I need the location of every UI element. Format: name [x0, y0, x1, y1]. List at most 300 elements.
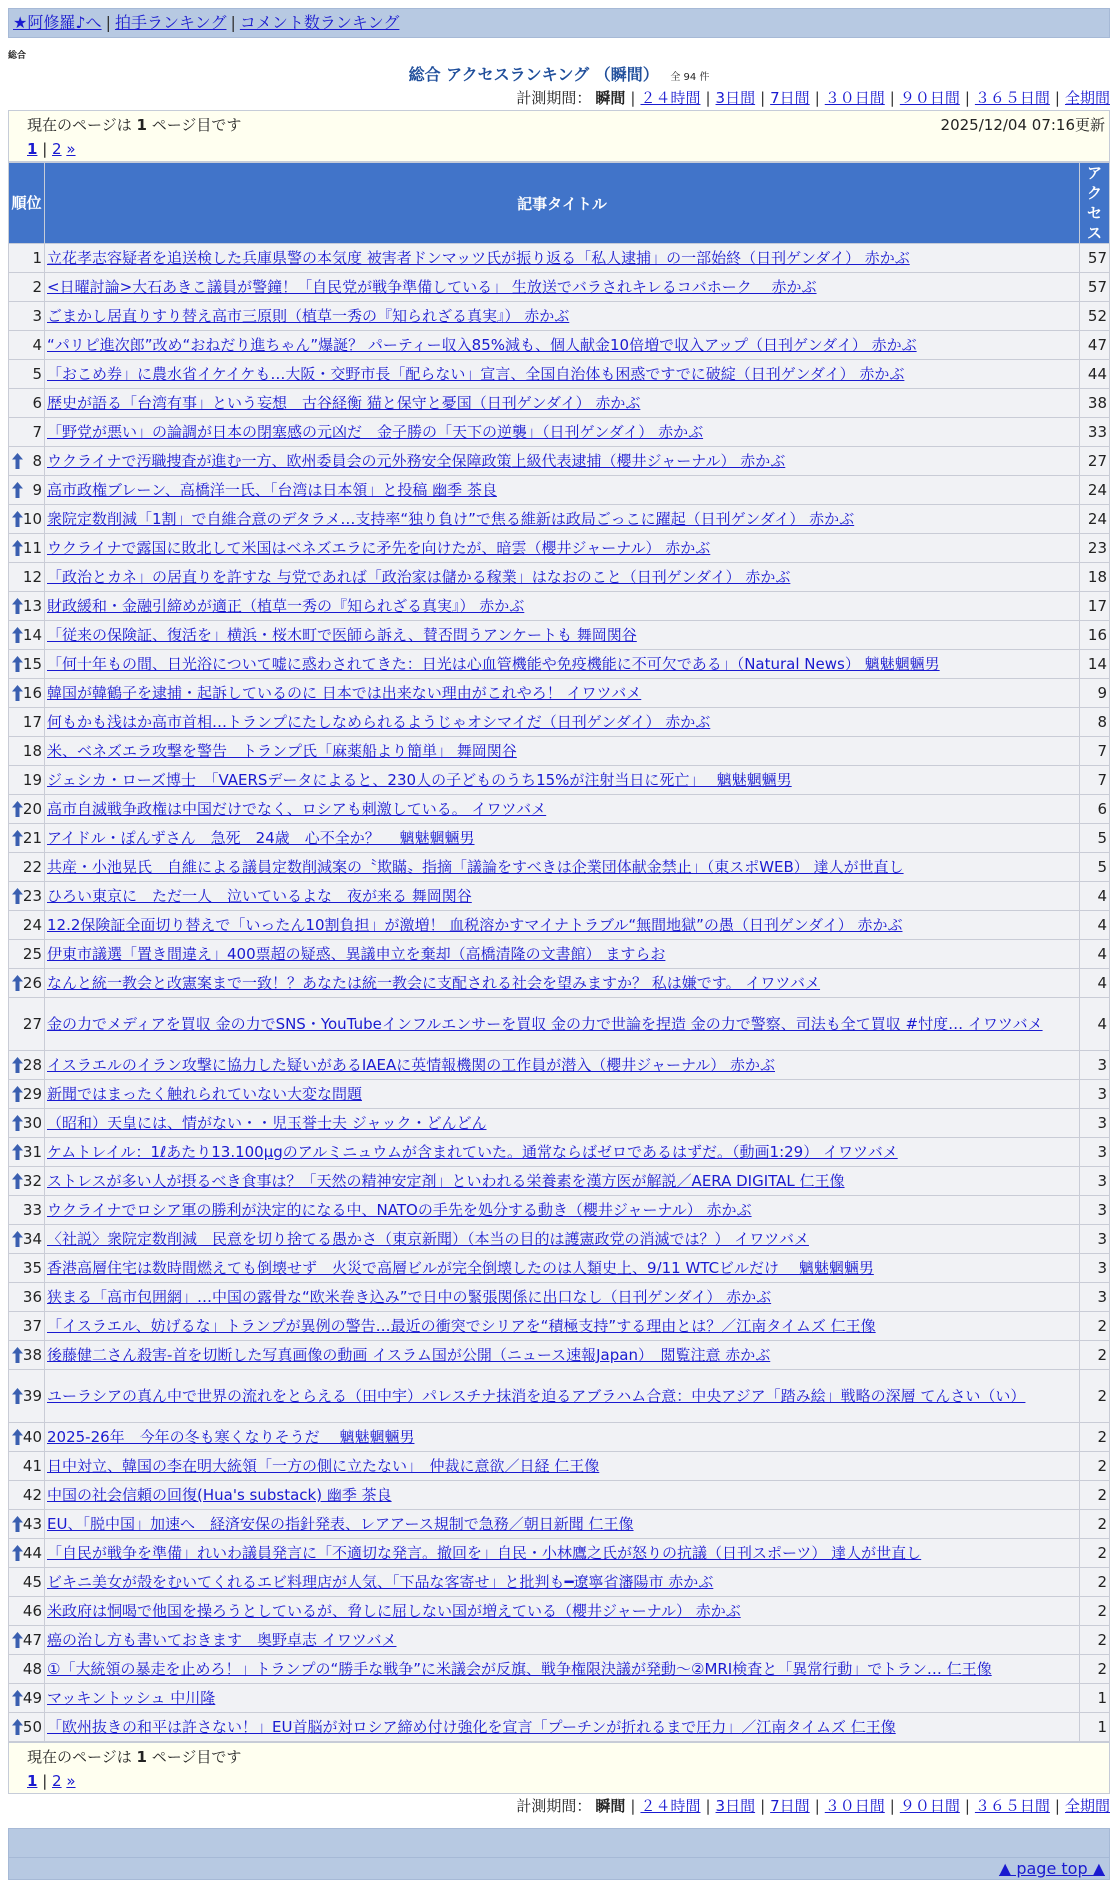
title-cell — [45, 534, 1080, 563]
access-count: 2 — [1080, 1452, 1110, 1481]
article-title-link[interactable]: アイドル・ぽんずさん 急死 24歳 心不全か？ 魑魅魍魎男 — [47, 829, 475, 847]
rank-number: 48 — [22, 1660, 42, 1678]
article-title-link[interactable]: ジェシカ・ローズ博士 「VAERSデータによると、230人の子どものうち15%が注射当日に死亡」 魑魅魍魎男 — [47, 771, 792, 789]
rank-number: 32 — [22, 1172, 42, 1190]
rank-cell — [9, 1254, 45, 1283]
rank-up-arrow-icon — [12, 1086, 23, 1102]
rank-number: 21 — [22, 829, 42, 847]
rank-cell — [9, 795, 45, 824]
period-separator: | — [705, 1797, 711, 1815]
rank-number: 3 — [32, 307, 42, 325]
access-count: 9 — [1080, 679, 1110, 708]
rank-up-arrow-icon — [12, 656, 23, 672]
rank-number: 17 — [22, 713, 42, 731]
article-title-link[interactable]: （昭和）天皇には、情がない・・児玉誉士夫 ジャック・どんどん — [47, 1114, 487, 1132]
table-row — [9, 998, 1110, 1051]
top-nav-bar — [8, 8, 1110, 38]
pager-top — [8, 110, 1110, 162]
rank-cell — [9, 679, 45, 708]
rank-cell — [9, 1684, 45, 1713]
title-cell — [45, 563, 1080, 592]
rank-cell — [9, 708, 45, 737]
title-cell — [45, 505, 1080, 534]
article-title-link[interactable]: ケムトレイル：1ℓあたり13.100μgのアルミニュウムが含まれていた。通常ならばゼロであるはずだ。（動画1:29） イワツバメ — [47, 1143, 898, 1161]
access-count: 4 — [1080, 940, 1110, 969]
page-top-link[interactable]: ▲ page top ▲ — [998, 1859, 1105, 1878]
title-cell — [45, 1312, 1080, 1341]
title-cell — [45, 244, 1080, 273]
period-option[interactable]: ３０日間 — [824, 89, 885, 107]
article-title-link[interactable]: 12.2保険証全面切り替えで「いったん10割負担」が激増！ 血税溶かすマイナトラブル“無間地獄”の愚（日刊ゲンダイ） 赤かぶ — [47, 916, 903, 934]
table-row — [9, 1254, 1110, 1283]
article-title-link[interactable]: ユーラシアの真ん中で世界の流れをとらえる（田中宇）パレスチナ抹消を迫るアブラハム合意：中央アジア「踏み絵」戦略の深層 てんさい（い） — [47, 1387, 1026, 1405]
access-count: 3 — [1080, 1051, 1110, 1080]
table-row — [9, 592, 1110, 621]
table-row — [9, 273, 1110, 302]
rank-number: 38 — [22, 1346, 42, 1364]
rank-up-arrow-icon — [12, 685, 23, 701]
rank-up-arrow-icon — [12, 1388, 23, 1404]
current-page-text-bottom: 現在のページは 1 ページ目です — [27, 1748, 242, 1766]
access-count: 3 — [1080, 1225, 1110, 1254]
table-row — [9, 447, 1110, 476]
rank-cell — [9, 766, 45, 795]
article-title-link[interactable]: マッキントッシュ 中川隆 — [47, 1689, 216, 1707]
article-title-link[interactable]: 「従来の保険証、復活を」横浜・桜木町で医師ら訴え、賛否問うアンケートも 舞岡関谷 — [47, 626, 637, 644]
table-row — [9, 563, 1110, 592]
table-row — [9, 505, 1110, 534]
access-count: 1 — [1080, 1713, 1110, 1742]
rank-number: 24 — [22, 916, 42, 934]
header-title: 記事タイトル — [45, 163, 1080, 244]
table-row — [9, 969, 1110, 998]
title-cell — [45, 360, 1080, 389]
table-row — [9, 853, 1110, 882]
rank-up-arrow-icon — [12, 1545, 23, 1561]
article-title-link[interactable]: 衆院定数削減「1割」で自維合意のデタラメ…支持率“独り負け”で焦る維新は政局ごっこに躍起（日刊ゲンダイ） 赤かぶ — [47, 510, 855, 528]
period-separator: | — [1054, 89, 1060, 107]
article-title-link[interactable]: 癌の治し方も書いておきます 奥野卓志 イワツバメ — [47, 1631, 397, 1649]
access-count: 17 — [1080, 592, 1110, 621]
page-link[interactable]: 1 — [27, 140, 38, 158]
page-link[interactable]: 1 — [27, 1772, 38, 1790]
period-option-bottom[interactable]: 3日間 — [715, 1797, 756, 1815]
rank-number: 43 — [22, 1515, 42, 1533]
article-title-link[interactable]: 〈社説〉衆院定数削減 民意を切り捨てる愚かさ（東京新聞）（本当の目的は護憲政党の消滅では？） イワツバメ — [47, 1230, 809, 1248]
article-title-link[interactable]: 共産・小池晃氏 自維による議員定数削減案の〝欺瞞〟指摘「議論をすべきは企業団体献金禁止」（東スポWEB） 達人が世直し — [47, 858, 904, 876]
rank-up-arrow-icon — [12, 975, 23, 991]
rank-number: 2 — [32, 278, 42, 296]
rank-cell — [9, 302, 45, 331]
title-cell — [45, 1138, 1080, 1167]
rank-up-arrow-icon — [12, 1632, 23, 1648]
title-cell — [45, 1481, 1080, 1510]
rank-cell — [9, 1167, 45, 1196]
access-count: 38 — [1080, 389, 1110, 418]
rank-up-arrow-icon — [12, 540, 23, 556]
access-count: 2 — [1080, 1597, 1110, 1626]
article-title-link[interactable]: 香港高層住宅は数時間燃えても倒壊せず 火災で高層ビルが完全倒壊したのは人類史上、9/11 WTCビルだけ 魑魅魍魎男 — [47, 1259, 874, 1277]
page-links-bottom — [27, 1769, 1105, 1793]
rank-cell — [9, 1051, 45, 1080]
rank-cell — [9, 1568, 45, 1597]
period-separator: | — [630, 89, 636, 107]
period-option[interactable]: 7日間 — [770, 89, 810, 107]
rank-cell — [9, 1452, 45, 1481]
table-row — [9, 1080, 1110, 1109]
header-access: アクセス — [1080, 163, 1110, 244]
period-separator: | — [760, 1797, 766, 1815]
access-count: 23 — [1080, 534, 1110, 563]
rank-up-arrow-icon — [12, 830, 23, 846]
access-count: 2 — [1080, 1539, 1110, 1568]
article-title-link[interactable]: “パリピ進次郎”改め“おねだり進ちゃん”爆誕？ パーティー収入85%減も、個人献金10倍増で収入アップ（日刊ゲンダイ） 赤かぶ — [47, 336, 917, 354]
table-row — [9, 476, 1110, 505]
period-option-bottom[interactable]: 7日間 — [770, 1797, 810, 1815]
rank-number: 7 — [32, 423, 42, 441]
article-title-link[interactable]: EU、「脱中国」加速へ 経済安保の指針発表、レアアース規制で急務／朝日新聞 仁王像 — [47, 1515, 634, 1533]
article-title-link[interactable]: 日中対立、韓国の李在明大統領「一方の側に立たない」 仲裁に意欲／日経 仁王像 — [47, 1457, 600, 1475]
title-cell — [45, 1283, 1080, 1312]
rank-up-arrow-icon — [12, 1690, 23, 1706]
title-cell — [45, 1713, 1080, 1742]
rank-up-arrow-icon — [12, 1347, 23, 1363]
article-title-link[interactable]: 歴史が語る「台湾有事」という妄想 古谷経衡 猫と保守と憂国（日刊ゲンダイ） 赤かぶ — [47, 394, 641, 412]
rank-up-arrow-icon — [12, 511, 23, 527]
rank-cell — [9, 1196, 45, 1225]
table-row — [9, 1109, 1110, 1138]
article-title-link[interactable]: 「イスラエル、妨げるな」トランプが異例の警告…最近の衝突でシリアを“積極支持”する理由とは？／江南タイムズ 仁王像 — [47, 1317, 876, 1335]
rank-number: 13 — [22, 597, 42, 615]
title-cell — [45, 1051, 1080, 1080]
nav-comment-ranking-link[interactable]: コメント数ランキング — [239, 13, 400, 32]
rank-up-arrow-icon — [12, 1719, 23, 1735]
title-cell — [45, 766, 1080, 795]
title-cell — [45, 621, 1080, 650]
rank-number: 35 — [22, 1259, 42, 1277]
period-option: 瞬間 — [595, 89, 626, 107]
title-cell — [45, 679, 1080, 708]
page-link[interactable]: 2 — [52, 140, 62, 158]
rank-cell — [9, 534, 45, 563]
access-count: 4 — [1080, 998, 1110, 1051]
table-row — [9, 1481, 1110, 1510]
rank-number: 23 — [22, 887, 42, 905]
table-row — [9, 534, 1110, 563]
rank-number: 4 — [32, 336, 42, 354]
rank-up-arrow-icon — [12, 801, 23, 817]
period-separator: | — [889, 89, 895, 107]
period-option-bottom[interactable]: ３０日間 — [824, 1797, 885, 1815]
rank-number: 20 — [22, 800, 42, 818]
article-title-link[interactable]: ストレスが多い人が摂るべき食事は？「天然の精神安定剤」といわれる栄養素を漢方医が解説／AERA DIGITAL 仁王像 — [47, 1172, 845, 1190]
rank-cell — [9, 1109, 45, 1138]
title-cell — [45, 824, 1080, 853]
article-title-link[interactable]: 中国の社会信頼の回復(Hua's substack) 幽季 茶良 — [47, 1486, 392, 1504]
table-row — [9, 302, 1110, 331]
access-count: 24 — [1080, 505, 1110, 534]
rank-number: 40 — [22, 1428, 42, 1446]
table-row — [9, 244, 1110, 273]
current-page-text: 現在のページは 1 ページ目です — [27, 116, 242, 134]
period-label: 計測期間： — [516, 89, 592, 107]
title-cell — [45, 998, 1080, 1051]
article-title-link[interactable]: 伊東市議選「置き間違え」400票超の疑惑、異議申立を棄却（高橋清隆の文書館） ますらお — [47, 945, 666, 963]
period-option-bottom[interactable]: ３６５日間 — [974, 1797, 1050, 1815]
table-row — [9, 1568, 1110, 1597]
title-cell — [45, 273, 1080, 302]
rank-number: 18 — [22, 742, 42, 760]
next-page-link[interactable]: » — [66, 140, 76, 158]
access-count: 2 — [1080, 1655, 1110, 1684]
rank-number: 11 — [22, 539, 42, 557]
rank-number: 12 — [22, 568, 42, 586]
rank-number: 9 — [32, 481, 42, 499]
rank-number: 45 — [22, 1573, 42, 1591]
title-cell — [45, 1423, 1080, 1452]
title-cell — [45, 1539, 1080, 1568]
period-option-bottom[interactable]: 全期間 — [1064, 1797, 1110, 1815]
rank-number: 28 — [22, 1056, 42, 1074]
table-row — [9, 389, 1110, 418]
article-title-link[interactable]: イスラエルのイラン攻撃に協力した疑いがあるIAEAに英情報機関の工作員が潜入（櫻井ジャーナル） 赤かぶ — [47, 1056, 775, 1074]
access-count: 3 — [1080, 1109, 1110, 1138]
total-count: 全 94 件 — [670, 72, 710, 83]
table-row — [9, 824, 1110, 853]
table-row — [9, 1341, 1110, 1370]
period-separator: | — [814, 1797, 820, 1815]
title-cell — [45, 331, 1080, 360]
rank-cell — [9, 1341, 45, 1370]
period-selector-top — [8, 86, 1110, 110]
rank-cell — [9, 737, 45, 766]
article-title-link[interactable]: ひろい東京に ただ一人 泣いているよな 夜が来る 舞岡関谷 — [47, 887, 472, 905]
article-title-link[interactable]: 「自民が戦争を準備」れいわ議員発言に「不適切な発言。撤回を」自民・小林鷹之氏が怒りの抗議（日刊スポーツ） 達人が世直し — [47, 1544, 922, 1562]
next-page-link[interactable]: » — [66, 1772, 76, 1790]
rank-number: 22 — [22, 858, 42, 876]
article-title-link[interactable]: 「政治とカネ」の居直りを許すな 与党であれば「政治家は儲かる稼業」はなおのこと（日刊ゲンダイ） 赤かぶ — [47, 568, 791, 586]
rank-number: 41 — [22, 1457, 42, 1475]
rank-up-arrow-icon — [12, 482, 23, 498]
title-cell — [45, 737, 1080, 766]
access-count: 18 — [1080, 563, 1110, 592]
title-cell — [45, 1196, 1080, 1225]
article-title-link[interactable]: なんと統一教会と改憲案まで一致！？あなたは統一教会に支配される社会を望みますか？ 私は嫌です。 イワツバメ — [47, 974, 821, 992]
period-option-bottom[interactable]: ２４時間 — [640, 1797, 701, 1815]
rank-number: 26 — [22, 974, 42, 992]
article-title-link[interactable]: 後藤健二さん殺害-首を切断した写真画像の動画 イスラム国が公開（ニュース速報Japan） 閲覧注意 赤かぶ — [47, 1346, 771, 1364]
period-option[interactable]: ９０日間 — [899, 89, 960, 107]
title-cell — [45, 650, 1080, 679]
rank-up-arrow-icon — [12, 1173, 23, 1189]
rank-up-arrow-icon — [12, 1429, 23, 1445]
rank-up-arrow-icon — [12, 1144, 23, 1160]
rank-cell — [9, 592, 45, 621]
article-title-link[interactable]: 何もかも浅はか高市首相…トランプにたしなめられるようじゃオシマイだ（日刊ゲンダイ） 赤かぶ — [47, 713, 711, 731]
title-cell — [45, 1655, 1080, 1684]
article-title-link[interactable]: ①「大統領の暴走を止めろ！」トランプの“勝手な戦争”に米議会が反旗、戦争権限決議が発動～②MRI検査と「異常行動」でトラン… 仁王像 — [47, 1660, 992, 1678]
nav-home-link[interactable]: ★阿修羅♪へ — [13, 13, 102, 32]
access-count: 2 — [1080, 1510, 1110, 1539]
access-count: 3 — [1080, 1196, 1110, 1225]
page-links — [27, 137, 1105, 161]
page-title — [8, 64, 1110, 86]
page-separator: | — [37, 1772, 53, 1790]
period-separator: | — [814, 89, 820, 107]
table-row — [9, 1655, 1110, 1684]
article-title-link[interactable]: 高市自滅戦争政権は中国だけでなく、ロシアも刺激している。 イワツバメ — [47, 800, 547, 818]
nav-separator: | — [105, 13, 111, 32]
title-cell — [45, 911, 1080, 940]
table-row — [9, 418, 1110, 447]
rank-cell — [9, 447, 45, 476]
article-title-link[interactable]: 金の力でメディアを買収 金の力でSNS・YouTubeインフルエンサーを買収 金の力で世論を捏造 金の力で警察、司法も全て買収 #忖度… イワツバメ — [47, 1015, 1043, 1033]
table-row — [9, 1539, 1110, 1568]
rank-cell — [9, 1423, 45, 1452]
article-title-link[interactable]: 「おこめ券」に農水省イケイケも…大阪・交野市長「配らない」宣言、全国自治体も困惑ですでに破綻（日刊ゲンダイ） 赤かぶ — [47, 365, 905, 383]
article-title-link[interactable]: 新聞ではまったく触れられていない大変な問題 — [47, 1085, 363, 1103]
rank-up-arrow-icon — [12, 453, 23, 469]
access-count: 5 — [1080, 824, 1110, 853]
table-row — [9, 679, 1110, 708]
article-title-link[interactable]: 米政府は恫喝で他国を操ろうとしているが、脅しに屈しない国が増えている（櫻井ジャーナル） 赤かぶ — [47, 1602, 741, 1620]
title-cell — [45, 592, 1080, 621]
article-title-link[interactable]: <日曜討論>大石あきこ議員が警鐘！「自民党が戦争準備している」 生放送でバラされキレるコバホーク 赤かぶ — [47, 278, 817, 296]
period-selector-bottom — [8, 1794, 1110, 1818]
period-option[interactable]: 3日間 — [715, 89, 756, 107]
rank-cell — [9, 360, 45, 389]
article-title-link[interactable]: ウクライナで汚職捜査が進む一方、欧州委員会の元外務安全保障政策上級代表逮捕（櫻井ジャーナル） 赤かぶ — [47, 452, 786, 470]
title-cell — [45, 1626, 1080, 1655]
article-title-link[interactable]: 「欧州抜きの和平は許さない！」EU首脳が対ロシア締め付け強化を宣言「プーチンが折れるまで圧力」／江南タイムズ 仁王像 — [47, 1718, 896, 1736]
rank-up-arrow-icon — [12, 1516, 23, 1532]
article-title-link[interactable]: ごまかし居直りすり替え高市三原則（植草一秀の『知られざる真実』） 赤かぶ — [47, 307, 570, 325]
access-count: 6 — [1080, 795, 1110, 824]
access-count: 52 — [1080, 302, 1110, 331]
article-title-link[interactable]: 立花孝志容疑者を追送検した兵庫県警の本気度 被害者ドンマッツ氏が振り返る「私人逮捕」の一部始終（日刊ゲンダイ） 赤かぶ — [47, 249, 910, 267]
title-cell — [45, 795, 1080, 824]
rank-cell — [9, 389, 45, 418]
rank-cell — [9, 650, 45, 679]
period-separator: | — [889, 1797, 895, 1815]
rank-cell — [9, 998, 45, 1051]
access-count: 57 — [1080, 273, 1110, 302]
access-count: 3 — [1080, 1138, 1110, 1167]
rank-number: 49 — [22, 1689, 42, 1707]
page-link[interactable]: 2 — [52, 1772, 62, 1790]
title-cell — [45, 389, 1080, 418]
table-row — [9, 650, 1110, 679]
article-title-link[interactable]: ウクライナでロシア軍の勝利が決定的になる中、NATOの手先を処分する動き（櫻井ジャーナル） 赤かぶ — [47, 1201, 752, 1219]
access-count: 5 — [1080, 853, 1110, 882]
table-row — [9, 1196, 1110, 1225]
updated-timestamp: 2025/12/04 07:16更新 — [940, 116, 1105, 134]
table-row — [9, 737, 1110, 766]
article-title-link[interactable]: 「野党が悪い」の論調が日本の閉塞感の元凶だ 金子勝の「天下の逆襲」（日刊ゲンダイ） 赤かぶ — [47, 423, 704, 441]
table-row — [9, 1138, 1110, 1167]
period-label-bottom: 計測期間： — [516, 1797, 592, 1815]
article-title-link[interactable]: 高市政権ブレーン、高橋洋一氏、「台湾は日本領」と投稿 幽季 茶良 — [47, 481, 497, 499]
title-cell — [45, 1568, 1080, 1597]
access-count: 1 — [1080, 1684, 1110, 1713]
title-cell — [45, 1167, 1080, 1196]
table-row — [9, 331, 1110, 360]
rank-number: 1 — [32, 249, 42, 267]
period-separator: | — [964, 1797, 970, 1815]
footer-bar — [8, 1828, 1110, 1858]
access-count: 7 — [1080, 766, 1110, 795]
nav-applause-ranking-link[interactable]: 拍手ランキング — [114, 13, 227, 32]
title-cell — [45, 447, 1080, 476]
title-cell — [45, 1597, 1080, 1626]
ranking-table — [8, 162, 1110, 1742]
rank-up-arrow-icon — [12, 1057, 23, 1073]
table-row — [9, 1283, 1110, 1312]
access-count: 7 — [1080, 737, 1110, 766]
article-title-link[interactable]: 米、ベネズエラ攻撃を警告 トランプ氏「麻薬船より簡単」 舞岡関谷 — [47, 742, 517, 760]
rank-up-arrow-icon — [12, 598, 23, 614]
rank-cell — [9, 563, 45, 592]
article-title-link[interactable]: 2025-26年 今年の冬も寒くなりそうだ 魑魅魍魎男 — [47, 1428, 415, 1446]
rank-up-arrow-icon — [12, 888, 23, 904]
access-count: 3 — [1080, 1254, 1110, 1283]
period-option-bottom: 瞬間 — [595, 1797, 626, 1815]
period-option-bottom[interactable]: ９０日間 — [899, 1797, 960, 1815]
period-option[interactable]: ３６５日間 — [974, 89, 1050, 107]
rank-number: 44 — [22, 1544, 42, 1562]
rank-up-arrow-icon — [12, 627, 23, 643]
rank-cell — [9, 940, 45, 969]
title-cell — [45, 708, 1080, 737]
table-row — [9, 795, 1110, 824]
access-count: 4 — [1080, 882, 1110, 911]
rank-cell — [9, 621, 45, 650]
rank-cell — [9, 476, 45, 505]
rank-number: 15 — [22, 655, 42, 673]
access-count: 16 — [1080, 621, 1110, 650]
article-title-link[interactable]: 財政緩和・金融引締めが適正（植草一秀の『知られざる真実』） 赤かぶ — [47, 597, 525, 615]
page-separator: | — [37, 140, 53, 158]
access-count: 2 — [1080, 1481, 1110, 1510]
article-title-link[interactable]: 韓国が韓鶴子を逮捕・起訴しているのに 日本では出来ない理由がこれやろ！ イワツバメ — [47, 684, 642, 702]
article-title-link[interactable]: 狭まる「高市包囲網」…中国の露骨な“欧米巻き込み”で日中の緊張関係に出口なし（日刊ゲンダイ） 赤かぶ — [47, 1288, 772, 1306]
title-cell — [45, 1254, 1080, 1283]
access-count: 2 — [1080, 1341, 1110, 1370]
period-option[interactable]: ２４時間 — [640, 89, 701, 107]
rank-cell — [9, 1510, 45, 1539]
table-row — [9, 1452, 1110, 1481]
access-count: 8 — [1080, 708, 1110, 737]
rank-cell — [9, 969, 45, 998]
period-option[interactable]: 全期間 — [1064, 89, 1110, 107]
title-cell — [45, 1684, 1080, 1713]
rank-number: 8 — [32, 452, 42, 470]
article-title-link[interactable]: ビキニ美女が殻をむいてくれるエビ料理店が人気、「下品な客寄せ」と批判も━遼寧省瀋陽市 赤かぶ — [47, 1573, 714, 1591]
title-cell — [45, 882, 1080, 911]
rank-number: 16 — [22, 684, 42, 702]
rank-up-arrow-icon — [12, 1115, 23, 1131]
period-separator: | — [760, 89, 766, 107]
access-count: 2 — [1080, 1626, 1110, 1655]
page-top-row — [8, 1858, 1110, 1880]
rank-number: 36 — [22, 1288, 42, 1306]
table-row — [9, 1370, 1110, 1423]
rank-number: 6 — [32, 394, 42, 412]
article-title-link[interactable]: 「何十年もの間、日光浴について嘘に惑わされてきた：日光は心血管機能や免疫機能に不可欠である」（Natural News） 魑魅魍魎男 — [47, 655, 940, 673]
rank-cell — [9, 273, 45, 302]
article-title-link[interactable]: ウクライナで露国に敗北して米国はベネズエラに矛先を向けたが、暗雲（櫻井ジャーナル） 赤かぶ — [47, 539, 711, 557]
period-separator: | — [1054, 1797, 1060, 1815]
